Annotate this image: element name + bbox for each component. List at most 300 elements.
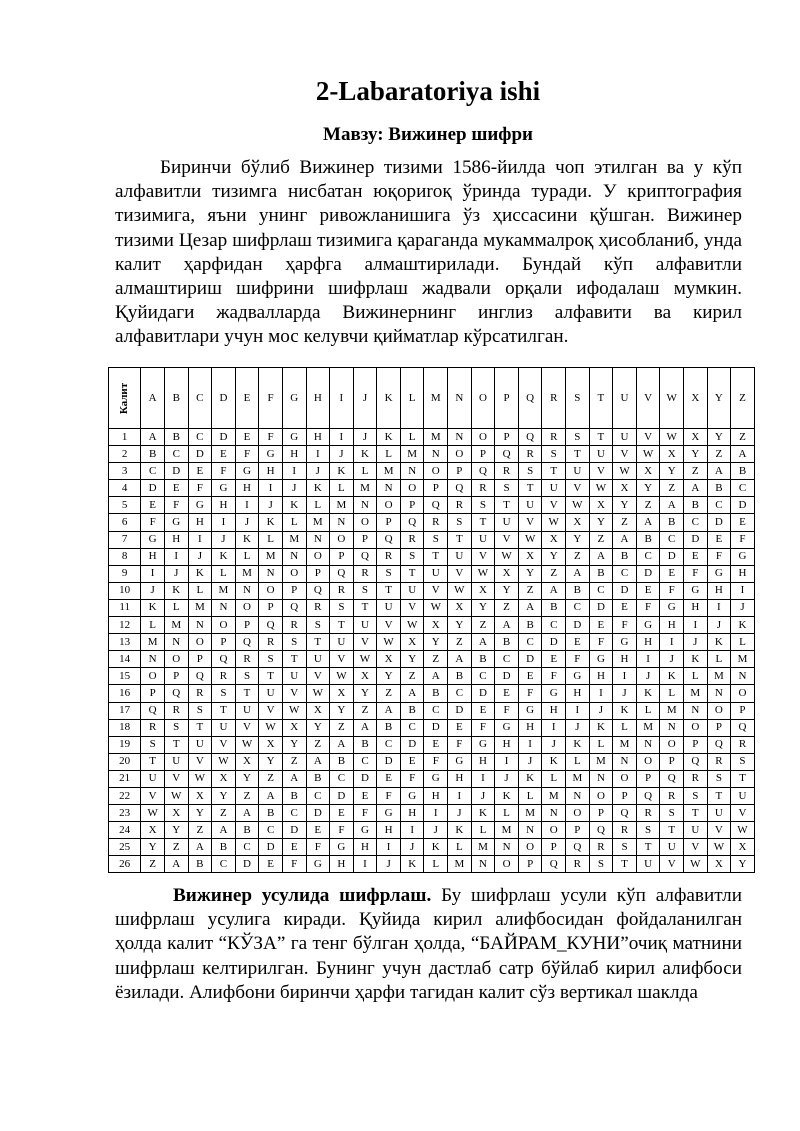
table-row: [109, 514, 755, 531]
table-cell: W: [353, 651, 377, 668]
table-cell: M: [353, 480, 377, 497]
table-cell: C: [471, 668, 495, 685]
table-cell: R: [636, 805, 660, 822]
table-cell: Y: [731, 856, 755, 873]
alphabet-header-cell: R: [542, 368, 566, 429]
key-number-cell: 22: [109, 787, 141, 804]
table-cell: T: [212, 702, 236, 719]
table-cell: Q: [141, 702, 165, 719]
table-cell: I: [306, 446, 330, 463]
table-cell: T: [707, 787, 731, 804]
table-cell: K: [448, 822, 472, 839]
table-cell: B: [164, 429, 188, 446]
table-cell: F: [613, 617, 637, 634]
table-cell: O: [259, 582, 283, 599]
table-cell: I: [589, 685, 613, 702]
alphabet-header-cell: Z: [731, 368, 755, 429]
table-cell: N: [188, 617, 212, 634]
table-cell: U: [613, 429, 637, 446]
table-cell: U: [400, 582, 424, 599]
table-cell: I: [471, 770, 495, 787]
table-cell: Y: [212, 787, 236, 804]
table-cell: M: [235, 565, 259, 582]
table-cell: R: [518, 446, 542, 463]
alphabet-header-cell: T: [589, 368, 613, 429]
table-cell: P: [400, 497, 424, 514]
table-cell: O: [448, 446, 472, 463]
key-number-cell: 7: [109, 531, 141, 548]
table-cell: U: [282, 668, 306, 685]
table-cell: A: [400, 685, 424, 702]
table-cell: Z: [164, 839, 188, 856]
table-cell: Y: [188, 805, 212, 822]
table-cell: D: [566, 617, 590, 634]
table-cell: I: [282, 463, 306, 480]
table-cell: G: [424, 770, 448, 787]
key-column-header: [109, 368, 141, 429]
table-cell: F: [259, 429, 283, 446]
table-cell: E: [330, 805, 354, 822]
table-cell: D: [212, 429, 236, 446]
table-cell: T: [448, 531, 472, 548]
table-cell: L: [164, 599, 188, 616]
table-cell: W: [636, 446, 660, 463]
table-cell: M: [471, 839, 495, 856]
table-cell: W: [566, 497, 590, 514]
table-cell: P: [613, 787, 637, 804]
table-cell: M: [448, 856, 472, 873]
table-cell: S: [330, 599, 354, 616]
table-cell: Q: [164, 685, 188, 702]
table-cell: W: [400, 617, 424, 634]
table-cell: I: [448, 787, 472, 804]
table-cell: A: [660, 497, 684, 514]
table-cell: I: [707, 599, 731, 616]
table-cell: S: [212, 685, 236, 702]
table-cell: D: [306, 805, 330, 822]
table-cell: H: [731, 565, 755, 582]
key-number-cell: 6: [109, 514, 141, 531]
table-cell: U: [495, 514, 519, 531]
table-cell: M: [566, 770, 590, 787]
table-cell: I: [636, 651, 660, 668]
table-cell: K: [377, 429, 401, 446]
table-cell: D: [141, 480, 165, 497]
table-cell: T: [282, 651, 306, 668]
table-cell: X: [660, 446, 684, 463]
table-cell: V: [613, 446, 637, 463]
table-cell: D: [353, 770, 377, 787]
table-cell: H: [589, 668, 613, 685]
table-cell: N: [424, 446, 448, 463]
table-cell: I: [400, 822, 424, 839]
table-cell: A: [164, 856, 188, 873]
table-cell: U: [518, 497, 542, 514]
table-cell: W: [448, 582, 472, 599]
table-cell: U: [306, 651, 330, 668]
table-cell: L: [188, 582, 212, 599]
table-cell: S: [707, 770, 731, 787]
table-cell: A: [471, 634, 495, 651]
table-cell: F: [424, 753, 448, 770]
table-cell: I: [212, 514, 236, 531]
table-cell: Z: [282, 753, 306, 770]
table-cell: M: [259, 548, 283, 565]
table-row: [109, 634, 755, 651]
table-cell: A: [235, 805, 259, 822]
table-cell: C: [589, 582, 613, 599]
table-cell: O: [188, 634, 212, 651]
table-cell: V: [330, 651, 354, 668]
table-cell: I: [259, 480, 283, 497]
key-number-cell: 21: [109, 770, 141, 787]
table-cell: D: [282, 822, 306, 839]
table-cell: L: [282, 514, 306, 531]
table-cell: G: [141, 531, 165, 548]
table-cell: Y: [660, 463, 684, 480]
intro-paragraph-text: Биринчи бўлиб Вижинер тизими 1586-йилда чоп этилган ва у кўп алфавитли тизимга нисбатан юқориroқ ўринда туради. У криптография тизимига, яъни унинг ривожланишига ўз ҳиссасини қўшган. Вижинер тизими Цезар шифрлаш тизимига қараганда мукаммалроқ ҳисобланиб, унда калит ҳарфидан ҳарфга алмаштирилади. Бундай кўп алфавитли алмаштириш шифрини шифрлаш жадвали орқали ифодалаш мумкин. Қуйидаги жадвалларда Вижинернинг инглиз алфавити ва кирил алфавитлари учун мос келувчи қийматлар кўрсатилган.: [115, 157, 742, 348]
table-cell: O: [636, 753, 660, 770]
table-cell: G: [589, 651, 613, 668]
table-cell: Y: [613, 497, 637, 514]
table-cell: R: [282, 617, 306, 634]
table-cell: S: [188, 702, 212, 719]
table-cell: G: [235, 463, 259, 480]
table-cell: Q: [424, 497, 448, 514]
key-number-cell: 14: [109, 651, 141, 668]
table-cell: V: [188, 753, 212, 770]
table-cell: W: [282, 702, 306, 719]
key-number-cell: 15: [109, 668, 141, 685]
table-cell: W: [542, 514, 566, 531]
table-cell: M: [141, 634, 165, 651]
table-cell: X: [613, 480, 637, 497]
table-cell: C: [377, 736, 401, 753]
table-cell: S: [235, 668, 259, 685]
table-cell: H: [518, 719, 542, 736]
table-cell: B: [448, 668, 472, 685]
key-number-cell: 2: [109, 446, 141, 463]
table-cell: U: [330, 634, 354, 651]
alphabet-header-cell: E: [235, 368, 259, 429]
table-cell: J: [330, 446, 354, 463]
table-cell: A: [518, 599, 542, 616]
table-cell: W: [495, 548, 519, 565]
key-number-cell: 26: [109, 856, 141, 873]
table-cell: O: [164, 651, 188, 668]
key-number-cell: 11: [109, 599, 141, 616]
table-cell: P: [660, 753, 684, 770]
table-cell: A: [377, 702, 401, 719]
table-cell: F: [448, 736, 472, 753]
table-cell: T: [400, 565, 424, 582]
table-cell: T: [613, 856, 637, 873]
table-cell: P: [377, 514, 401, 531]
table-cell: H: [282, 446, 306, 463]
table-cell: S: [660, 805, 684, 822]
table-cell: S: [141, 736, 165, 753]
table-cell: P: [141, 685, 165, 702]
table-cell: K: [707, 634, 731, 651]
table-cell: T: [660, 822, 684, 839]
table-cell: A: [330, 736, 354, 753]
table-cell: W: [377, 634, 401, 651]
table-cell: I: [330, 429, 354, 446]
table-cell: B: [212, 839, 236, 856]
table-cell: Z: [353, 702, 377, 719]
table-cell: M: [731, 651, 755, 668]
table-cell: G: [660, 599, 684, 616]
table-cell: O: [471, 429, 495, 446]
table-cell: W: [731, 822, 755, 839]
table-cell: X: [518, 548, 542, 565]
table-cell: V: [235, 719, 259, 736]
table-cell: V: [259, 702, 283, 719]
table-cell: I: [164, 548, 188, 565]
table-cell: J: [306, 463, 330, 480]
table-cell: B: [259, 805, 283, 822]
table-cell: N: [259, 565, 283, 582]
key-number-cell: 17: [109, 702, 141, 719]
table-cell: I: [188, 531, 212, 548]
table-cell: D: [330, 787, 354, 804]
table-cell: T: [684, 805, 708, 822]
table-cell: Z: [448, 634, 472, 651]
table-cell: H: [330, 856, 354, 873]
table-cell: Y: [424, 634, 448, 651]
table-cell: N: [542, 805, 566, 822]
table-cell: J: [188, 548, 212, 565]
alphabet-header-cell: D: [212, 368, 236, 429]
table-cell: Z: [542, 565, 566, 582]
table-cell: N: [141, 651, 165, 668]
table-cell: H: [684, 599, 708, 616]
table-cell: R: [424, 514, 448, 531]
table-cell: O: [400, 480, 424, 497]
table-cell: A: [306, 753, 330, 770]
table-cell: S: [259, 651, 283, 668]
table-cell: N: [330, 514, 354, 531]
table-cell: R: [613, 822, 637, 839]
table-cell: O: [731, 685, 755, 702]
table-cell: W: [518, 531, 542, 548]
table-cell: E: [353, 787, 377, 804]
table-cell: K: [636, 685, 660, 702]
table-cell: J: [495, 770, 519, 787]
table-cell: B: [542, 599, 566, 616]
table-cell: R: [164, 702, 188, 719]
table-cell: Z: [212, 805, 236, 822]
table-row: [109, 753, 755, 770]
table-cell: R: [400, 531, 424, 548]
table-cell: N: [306, 531, 330, 548]
table-cell: L: [377, 446, 401, 463]
table-cell: S: [306, 617, 330, 634]
table-cell: V: [212, 736, 236, 753]
table-cell: U: [731, 787, 755, 804]
table-cell: N: [377, 480, 401, 497]
table-row: [109, 685, 755, 702]
table-cell: B: [141, 446, 165, 463]
table-cell: H: [424, 787, 448, 804]
alphabet-header-cell: V: [636, 368, 660, 429]
table-cell: L: [424, 856, 448, 873]
table-cell: G: [188, 497, 212, 514]
table-cell: C: [330, 770, 354, 787]
table-cell: E: [306, 822, 330, 839]
table-cell: B: [707, 480, 731, 497]
table-cell: G: [495, 719, 519, 736]
table-row: [109, 497, 755, 514]
table-cell: B: [377, 719, 401, 736]
table-cell: U: [566, 463, 590, 480]
table-cell: W: [589, 480, 613, 497]
table-cell: E: [518, 668, 542, 685]
alphabet-header-cell: B: [164, 368, 188, 429]
key-number-cell: 19: [109, 736, 141, 753]
table-cell: X: [495, 565, 519, 582]
table-cell: G: [330, 839, 354, 856]
table-cell: K: [471, 805, 495, 822]
table-cell: J: [424, 822, 448, 839]
table-cell: Y: [542, 548, 566, 565]
table-cell: R: [448, 497, 472, 514]
table-cell: N: [684, 702, 708, 719]
table-cell: Q: [707, 736, 731, 753]
table-cell: Y: [495, 582, 519, 599]
table-cell: L: [707, 651, 731, 668]
table-cell: H: [164, 531, 188, 548]
table-cell: J: [212, 531, 236, 548]
table-cell: P: [235, 617, 259, 634]
table-cell: O: [518, 839, 542, 856]
table-cell: U: [164, 753, 188, 770]
table-cell: W: [684, 856, 708, 873]
table-cell: Q: [400, 514, 424, 531]
table-cell: E: [636, 582, 660, 599]
table-cell: Y: [684, 446, 708, 463]
table-cell: D: [613, 582, 637, 599]
table-cell: W: [212, 753, 236, 770]
table-cell: V: [566, 480, 590, 497]
table-cell: Z: [660, 480, 684, 497]
table-cell: G: [282, 429, 306, 446]
page-subtitle: Мавзу: Вижинер шифри: [323, 124, 533, 145]
table-cell: M: [684, 685, 708, 702]
table-cell: N: [471, 856, 495, 873]
table-cell: V: [518, 514, 542, 531]
table-cell: Y: [353, 685, 377, 702]
table-cell: X: [400, 634, 424, 651]
table-cell: K: [353, 446, 377, 463]
table-cell: T: [471, 514, 495, 531]
table-cell: I: [235, 497, 259, 514]
table-cell: Y: [448, 617, 472, 634]
table-cell: S: [424, 531, 448, 548]
table-cell: E: [707, 531, 731, 548]
table-cell: C: [282, 805, 306, 822]
table-cell: X: [306, 702, 330, 719]
table-cell: Z: [141, 856, 165, 873]
table-cell: F: [306, 839, 330, 856]
table-cell: K: [424, 839, 448, 856]
table-cell: C: [188, 429, 212, 446]
table-cell: X: [542, 531, 566, 548]
table-cell: F: [141, 514, 165, 531]
table-cell: X: [141, 822, 165, 839]
table-cell: N: [707, 685, 731, 702]
table-cell: Z: [636, 497, 660, 514]
table-cell: Z: [495, 599, 519, 616]
table-cell: P: [448, 463, 472, 480]
table-cell: O: [353, 514, 377, 531]
table-cell: T: [353, 599, 377, 616]
key-number-cell: 16: [109, 685, 141, 702]
table-cell: A: [589, 548, 613, 565]
table-cell: A: [731, 446, 755, 463]
table-cell: K: [235, 531, 259, 548]
table-cell: E: [495, 685, 519, 702]
table-row: [109, 719, 755, 736]
table-cell: R: [566, 856, 590, 873]
table-cell: N: [448, 429, 472, 446]
table-cell: C: [660, 531, 684, 548]
table-row: [109, 787, 755, 804]
table-cell: Q: [566, 839, 590, 856]
table-cell: V: [636, 429, 660, 446]
table-cell: O: [660, 736, 684, 753]
table-cell: L: [636, 702, 660, 719]
table-cell: Q: [589, 822, 613, 839]
table-cell: J: [235, 514, 259, 531]
table-cell: B: [613, 548, 637, 565]
table-cell: K: [306, 480, 330, 497]
table-cell: J: [377, 856, 401, 873]
table-cell: M: [212, 582, 236, 599]
table-cell: L: [684, 668, 708, 685]
table-cell: F: [353, 805, 377, 822]
table-cell: H: [377, 822, 401, 839]
table-cell: I: [660, 634, 684, 651]
key-column-label: Калит: [118, 382, 131, 414]
table-cell: W: [330, 668, 354, 685]
table-cell: D: [259, 839, 283, 856]
table-cell: T: [424, 548, 448, 565]
table-cell: E: [141, 497, 165, 514]
table-cell: T: [164, 736, 188, 753]
table-cell: D: [707, 514, 731, 531]
table-cell: A: [141, 429, 165, 446]
table-cell: R: [188, 685, 212, 702]
table-cell: B: [495, 634, 519, 651]
table-cell: O: [141, 668, 165, 685]
table-cell: P: [424, 480, 448, 497]
alphabet-header-cell: L: [400, 368, 424, 429]
table-cell: C: [164, 446, 188, 463]
table-cell: T: [636, 839, 660, 856]
table-cell: Y: [306, 719, 330, 736]
table-cell: H: [566, 685, 590, 702]
table-cell: D: [731, 497, 755, 514]
table-cell: S: [542, 446, 566, 463]
table-cell: Q: [235, 634, 259, 651]
table-cell: O: [282, 565, 306, 582]
table-cell: U: [448, 548, 472, 565]
table-cell: B: [235, 822, 259, 839]
table-cell: M: [330, 497, 354, 514]
table-cell: R: [542, 429, 566, 446]
table-cell: D: [636, 565, 660, 582]
